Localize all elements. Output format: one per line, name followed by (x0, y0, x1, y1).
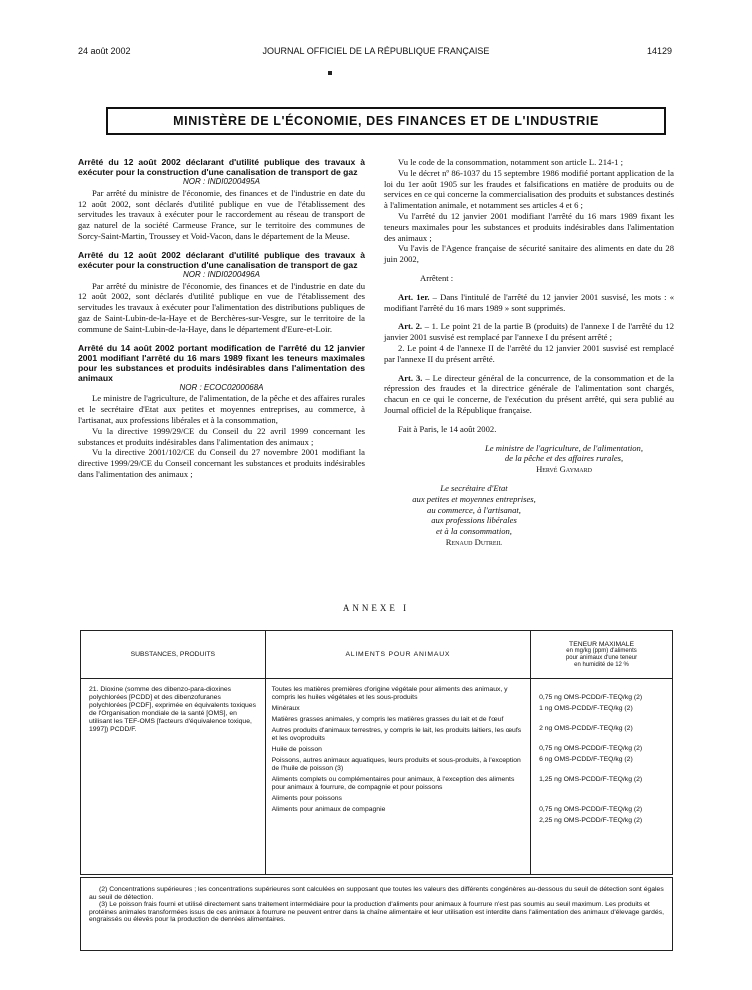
arrete-3-vu-directive-2001: Vu la directive 2001/102/CE du Conseil du 27 novembre 2001 modifiant la directive 1999/29/CE du Conseil concernant les substances et produits indésirables dans l'alimentation des animaux ; (78, 447, 365, 479)
aliments-cell (265, 679, 530, 875)
article-3: Art. 3. – Le directeur général de la concurrence, de la consommation et de la répression des fraudes et la directrice générale de l'alimentation sont chargés, chacun en ce qui le concerne, de l'exécution du présent arrêté, qui sera publié au Journal officiel de la République française. (384, 372, 674, 415)
arretent: Arrêtent : (420, 272, 454, 283)
article-1: Art. 1er. – Dans l'intitulé de l'arrêté du 12 janvier 2001 susvisé, les mots : « modifiant l'arrêté du 16 mars 1989 » sont supprimés. (384, 291, 674, 313)
annexe-notes (80, 877, 673, 951)
arrete-3-preamble: Le ministre de l'agriculture, de l'alimentation, de la pêche et des affaires rurales et le secrétaire d'Etat aux petites et moyennes entreprises, au commerce, à l'artisanat, aux professions libérales et à la consommation, (78, 393, 365, 425)
teneur-cell (531, 679, 673, 875)
article-2-point-2: 2. Le point 4 de l'annexe II de l'arrêté du 12 janvier 2001 susvisé est remplacé par l'annexe II du présent arrêté. (384, 342, 674, 364)
signature-ministre: Le ministre de l'agriculture, de l'alimentation, de la pêche et des affaires rurales, Hervé Gaymard (485, 442, 643, 475)
food-row: Poissons, autres animaux aquatiques, leurs produits et sous-produits, à l'exception de l'huile de poisson (3) (271, 757, 521, 772)
food-row: Toutes les matières premières d'origine végétale pour aliments des animaux, y compris les huiles végétales et les sous-produits (271, 686, 508, 701)
annexe-title: ANNEXE I (342, 603, 410, 613)
table-row (81, 679, 673, 875)
food-row: Autres produits d'animaux terrestres, y compris le lait, les produits laitiers, les œufs et les ovoproduits (271, 727, 522, 742)
col-header-aliments: ALIMENTS POUR ANIMAUX (265, 631, 530, 679)
value-row: 1 ng OMS-PCDD/F-TEQ/kg (2) (539, 705, 633, 712)
food-row: Matières grasses animales, y compris les matières grasses du lait et de l'œuf (271, 716, 504, 723)
annexe-table (80, 630, 673, 875)
fait-a-paris: Fait à Paris, le 14 août 2002. (398, 423, 497, 434)
food-row: Aliments pour animaux de compagnie (271, 806, 386, 813)
value-row: 0,75 ng OMS-PCDD/F-TEQ/kg (2) (539, 745, 643, 752)
arrete-2-title: Arrêté du 12 août 2002 déclarant d'utilité publique des travaux à exécuter pour la construction d'une canalisation de transport de gaz (78, 249, 365, 270)
col-header-teneur: TENEUR MAXIMALE en mg/kg (ppm) d'aliments pour animaux d'une teneur en humidité de 12 % (531, 631, 673, 679)
food-row: Huile de poisson (271, 746, 322, 753)
arrete-2-nor: NOR : INDI0200496A (183, 269, 260, 279)
value-row: 6 ng OMS-PCDD/F-TEQ/kg (2) (539, 756, 633, 763)
arrete-1-body: Par arrêté du ministre de l'économie, des finances et de l'industrie en date du 12 août 2002, sont déclarés d'utilité publique en vue de l'établissement des servitudes les travaux à exécuter pour le raccordement au réseau de transport de gaz naturel de la société Carmeuse France, sur le territoire des communes de Sorcy-Saint-Martin, Troussey et Void-Vacon, dans le département de la Meuse. (78, 187, 365, 241)
value-row: 0,75 ng OMS-PCDD/F-TEQ/kg (2) (539, 806, 643, 813)
value-row: 2 ng OMS-PCDD/F-TEQ/kg (2) (539, 725, 633, 732)
food-row: Aliments pour poissons (271, 795, 342, 802)
left-column (78, 157, 365, 480)
value-row: 0,75 ng OMS-PCDD/F-TEQ/kg (2) (539, 694, 643, 701)
page-number: 14129 (646, 46, 672, 56)
article-2: Art. 2. – 1. Le point 21 de la partie B (produits) de l'annexe I de l'arrêté du 12 janvier 2001 susvisé est remplacé par l'annexe I du présent arrêté ; (384, 321, 675, 343)
header-date: 24 août 2002 (78, 46, 131, 56)
arrete-1-nor: NOR : INDI0200495A (183, 177, 260, 186)
substance-cell: 21. Dioxine (somme des dibenzo-para-dioxines polychlorées [PCDD] et des dibenzofuranes polychlorées [PCDF], exprimée en équivalents toxiques de l'Organisation mondiale de la santé [OMS], en utilisant les TEF-OMS [facteurs d'équivalence toxique, 1997]) PCDD/F. (81, 679, 266, 875)
table-header-row (81, 631, 673, 679)
arrete-2-body: Par arrêté du ministre de l'économie, des finances et de l'industrie en date du 12 août 2002, sont déclarés d'utilité publique en vue de l'établissement des servitudes les travaux à exécuter pour l'alimentation des distributions publiques de gaz de Saint-Lubin-de-la-Haye et de Berchères-sur-Vesgre, sur le territoire de la commune de Saint-Lubin-de-la-Haye, dans le département d'Eure-et-Loir. (78, 280, 365, 334)
note-2: (2) Concentrations supérieures ; les concentrations supérieures sont calculées en supposant que toutes les valeurs des différents congénères au-dessous du seuil de détection sont égales au seuil de détection. (89, 886, 664, 901)
vu-avis-afssa: Vu l'avis de l'Agence française de sécurité sanitaire des aliments en date du 28 juin 2002, (384, 243, 674, 265)
value-row: 1,25 ng OMS-PCDD/F-TEQ/kg (2) (539, 776, 643, 783)
vu-arrete-2001: Vu l'arrêté du 12 janvier 2001 modifiant l'arrêté du 16 mars 1989 fixant les teneurs maximales pour les substances et produits indésirables dans l'alimentation des animaux ; (384, 210, 674, 243)
vu-code-consommation: Vu le code de la consommation, notamment son article L. 214-1 ; (398, 157, 624, 167)
vu-decret: Vu le décret nº 86-1037 du 15 septembre 1986 modifié portant application de la loi du 1er août 1905 sur les fraudes et falsifications en matière de produits ou de services en ce qui concerne la commercialisation des produits et substances destinés à l'alimentation animale, et notamment ses articles 4 et 6 ; (384, 167, 674, 211)
value-row: 2,25 ng OMS-PCDD/F-TEQ/kg (2) (539, 817, 643, 824)
arrete-1-title: Arrêté du 12 août 2002 déclarant d'utilité publique des travaux à exécuter pour la construction d'une canalisation de transport de gaz (78, 157, 365, 177)
col-header-substances: SUBSTANCES, PRODUITS (81, 631, 266, 679)
signature-secretaire: Le secrétaire d'Etat aux petites et moyennes entreprises, au commerce, à l'artisanat, aux professions libérales et à la consommation, Renaud Dutreil (412, 482, 536, 547)
right-column (384, 157, 674, 548)
ministry-banner (106, 107, 666, 135)
note-3: (3) Le poisson frais fourni et utilisé directement sans traitement intermédiaire pour la production d'aliments pour animaux à fourrure n'est pas soumis au seuil maximum. Les produits et protéines animales transformées issus de ces animaux à fourrure ne peuvent entrer dans la chaîne alimentaire et leur utilisation est interdite dans l'alimentation des animaux d'élevage gardés, engraissés ou élevés pour la production de denrées alimentaires. (89, 901, 664, 924)
separator-dot (328, 71, 332, 75)
arrete-3-vu-directive-1999: Vu la directive 1999/29/CE du Conseil du 22 avril 1999 concernant les substances et produits indésirables dans l'alimentation des animaux ; (78, 425, 365, 447)
food-row: Aliments complets ou complémentaires pour animaux, à l'exception des aliments pour animaux à fourrure, de compagnie et pour poissons (271, 776, 515, 791)
ministry-title: MINISTÈRE DE L'ÉCONOMIE, DES FINANCES ET DE L'INDUSTRIE (173, 114, 599, 128)
food-row: Minéraux (271, 705, 300, 712)
journal-title: JOURNAL OFFICIEL DE LA RÉPUBLIQUE FRANÇAISE (262, 46, 490, 56)
arrete-3-nor: NOR : ECOC0200068A (179, 382, 264, 392)
arrete-3-title: Arrêté du 14 août 2002 portant modification de l'arrêté du 12 janvier 2001 modifiant l'arrêté du 16 mars 1989 fixant les teneurs maximales pour les substances et produits indésirables dans l'alimentation des animaux (78, 342, 365, 383)
